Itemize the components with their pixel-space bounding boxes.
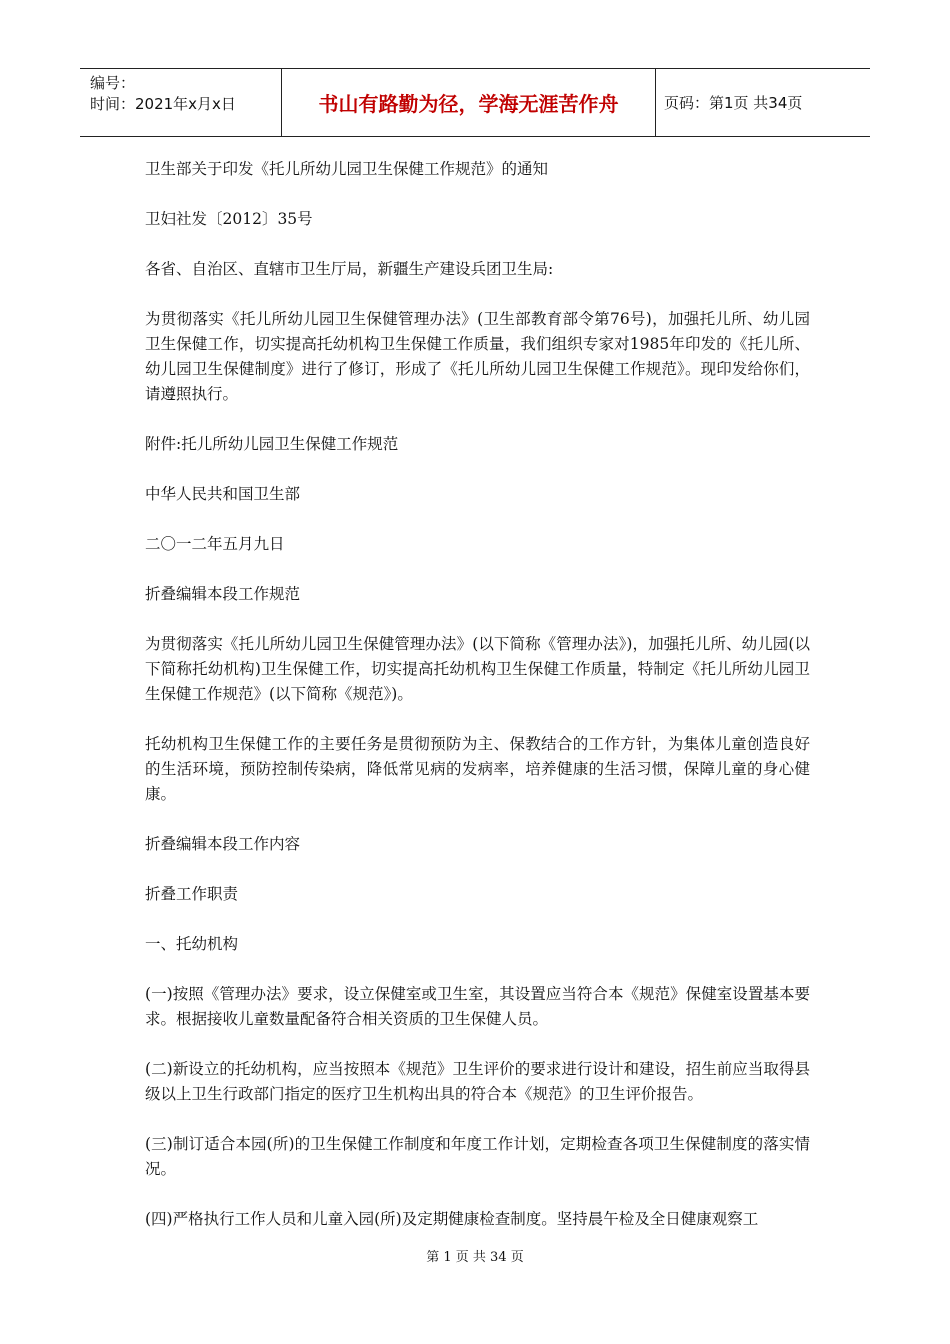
list-item: (三)制订适合本园(所)的卫生保健工作制度和年度工作计划，定期检查各项卫生保健制度的落实情况。 <box>145 1135 810 1178</box>
attachment-line: 附件:托儿所幼儿园卫生保健工作规范 <box>145 435 399 453</box>
subsection-heading: 一、托幼机构 <box>145 935 239 953</box>
number-label: 编号： <box>90 74 136 92</box>
issue-date: 二〇一二年五月九日 <box>145 535 285 553</box>
body-paragraph: 为贯彻落实《托儿所幼儿园卫生保健管理办法》(卫生部教育部令第76号)，加强托儿所、幼儿园卫生保健工作，切实提高托幼机构卫生保健工作质量，我们组织专家对1985年印发的《托儿所、幼儿园卫生保健制度》进行了修订，形成了《托儿所幼儿园卫生保健工作规范》。现印发给你们，请遵照执行。 <box>145 310 810 403</box>
list-item: (四)严格执行工作人员和儿童入园(所)及定期健康检查制度。坚持晨午检及全日健康观察工 <box>145 1210 759 1228</box>
list-item: (二)新设立的托幼机构，应当按照本《规范》卫生评价的要求进行设计和建设，招生前应当取得县级以上卫生行政部门指定的医疗卫生机构出具的符合本《规范》的卫生评价报告。 <box>145 1060 810 1103</box>
document-number: 卫妇社发〔2012〕35号 <box>145 210 313 228</box>
issuer: 中华人民共和国卫生部 <box>145 485 301 503</box>
header-page-info: 页码：第1页 共34页 <box>664 94 803 112</box>
list-item: (一)按照《管理办法》要求，设立保健室或卫生室，其设置应当符合本《规范》保健室设置基本要求。根据接收儿童数量配备符合相关资质的卫生保健人员。 <box>145 985 810 1028</box>
section-heading: 折叠工作职责 <box>145 885 239 903</box>
header-motto: 书山有路勤为径，学海无涯苦作舟 <box>282 69 656 136</box>
body-paragraph: 为贯彻落实《托儿所幼儿园卫生保健管理办法》(以下简称《管理办法》)，加强托儿所、幼儿园(以下简称托幼机构)卫生保健工作，切实提高托幼机构卫生保健工作质量，特制定《托儿所幼儿园卫生保健工作规范》(以下简称《规范》)。 <box>145 635 810 703</box>
body-paragraph: 托幼机构卫生保健工作的主要任务是贯彻预防为主、保教结合的工作方针，为集体儿童创造良好的生活环境，预防控制传染病，降低常见病的发病率，培养健康的生活习惯，保障儿童的身心健康。 <box>145 735 810 803</box>
addressee: 各省、自治区、直辖市卫生厅局，新疆生产建设兵团卫生局: <box>145 260 554 278</box>
notice-title: 卫生部关于印发《托儿所幼儿园卫生保健工作规范》的通知 <box>145 160 549 178</box>
time-label: 时间：2021年x月x日 <box>90 95 236 113</box>
document-body <box>145 157 810 1257</box>
section-heading: 折叠编辑本段工作内容 <box>145 835 301 853</box>
section-heading: 折叠编辑本段工作规范 <box>145 585 301 603</box>
document-header <box>80 68 870 137</box>
page-footer: 第 1 页 共 34 页 <box>426 1250 524 1265</box>
header-meta <box>80 69 282 136</box>
